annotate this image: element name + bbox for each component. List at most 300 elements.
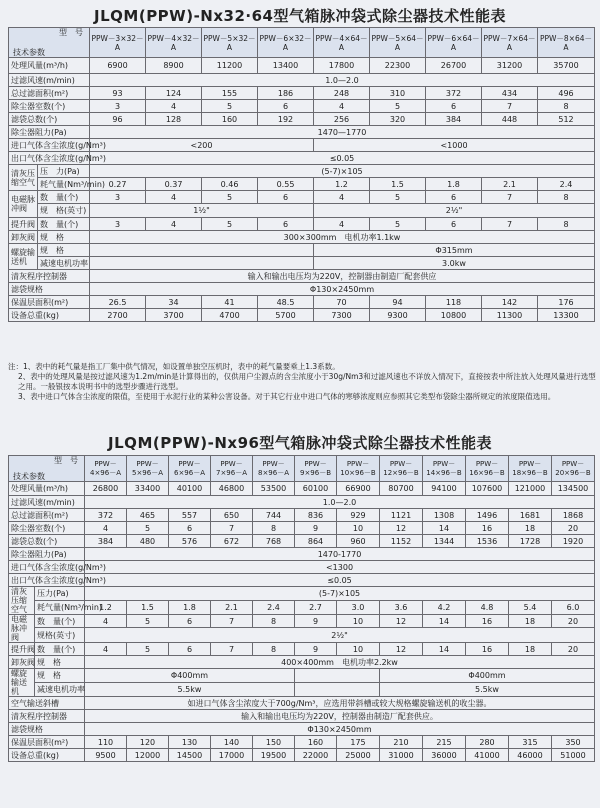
model-header: PPW－4×64－A [314, 28, 370, 58]
span-cell: Φ130×2450mm [85, 723, 595, 736]
cell: 35700 [538, 58, 595, 74]
table-row [9, 601, 595, 615]
cell: 12 [380, 615, 423, 628]
span-cell: 2½" [314, 204, 595, 218]
cell: 33400 [127, 482, 169, 496]
table-row [9, 710, 595, 723]
table-row [9, 482, 595, 496]
row-label: 滤袋规格 [9, 283, 90, 296]
note-2: 2、表中的处理风量是按过滤风速为1.2m/min是计算得出的，仅供用户尘源点的含尘浓度小于30g/Nm3和过滤风速也不详放入情况下，直接按表中所注放入处理风量进行选型之用。一般银按本说明书中的选型步骤进行选型。 [18, 372, 596, 391]
row-label: 设备总重(kg) [9, 749, 85, 762]
empty-cell [295, 683, 380, 697]
cell: 142 [482, 296, 538, 309]
cell: 41000 [466, 749, 509, 762]
cell: 6 [258, 191, 314, 204]
cell: 107600 [466, 482, 509, 496]
span-cell: 如进口气体含尘浓度大于700g/Nm³，应选用带斜槽或较大规格螺旋输送机的收尘器。 [85, 697, 595, 710]
table-row [9, 191, 595, 204]
table-row [9, 58, 595, 74]
cell: 25000 [337, 749, 380, 762]
span-cell: 1.0—2.0 [90, 74, 595, 87]
table-row [9, 535, 595, 548]
table-row [9, 683, 595, 697]
model-header: PPW－6×32－A [258, 28, 314, 58]
table-row [9, 283, 595, 296]
row-label: 除尘器阻力(Pa) [9, 126, 90, 139]
table-row [9, 697, 595, 710]
cell: 310 [370, 87, 426, 100]
row-label: 出口气体含尘浓度(g/Nm³) [9, 152, 90, 165]
cell: 46000 [509, 749, 552, 762]
cell: 34 [146, 296, 202, 309]
cell: 0.55 [258, 178, 314, 191]
span-cell: 1470-1770 [85, 548, 595, 561]
cell: 836 [295, 509, 337, 522]
cell: 160 [295, 736, 337, 749]
cell: 1496 [466, 509, 509, 522]
cell: 51000 [552, 749, 595, 762]
cell: 4700 [202, 309, 258, 322]
cell: 215 [423, 736, 466, 749]
cell: 40100 [169, 482, 211, 496]
table-row [9, 139, 595, 152]
span-cell: (5-7)×105 [85, 587, 595, 601]
cell: 256 [314, 113, 370, 126]
cell: 17000 [211, 749, 253, 762]
cell: 496 [538, 87, 595, 100]
cell: 8 [538, 191, 595, 204]
table-row [9, 669, 595, 683]
cell: 929 [337, 509, 380, 522]
empty-cell [90, 257, 314, 270]
row-label: 规 格(英寸) [38, 204, 90, 218]
cell: 8 [538, 218, 595, 231]
cell: 53500 [253, 482, 295, 496]
model-header: PPW－7×64－A [482, 28, 538, 58]
table-row [9, 74, 595, 87]
cell: 41 [202, 296, 258, 309]
row-label: 数 量(个) [35, 643, 85, 656]
cell: 744 [253, 509, 295, 522]
row-label: 总过滤面积(m²) [9, 87, 90, 100]
cell: 31000 [380, 749, 423, 762]
row-label: 压 力(Pa) [38, 165, 90, 178]
group-label: 卸灰阀 [9, 231, 38, 244]
span-cell: (5-7)×105 [90, 165, 595, 178]
cell: 7 [211, 522, 253, 535]
model-header: PPW－10×96－B [337, 456, 380, 482]
cell: 557 [169, 509, 211, 522]
table-row [9, 113, 595, 126]
cell: 13400 [258, 58, 314, 74]
row-label: 过滤风速(m/min) [9, 74, 90, 87]
row-label: 规 格 [38, 231, 90, 244]
cell: 7300 [314, 309, 370, 322]
span-cell: ≤0.05 [85, 574, 595, 587]
cell: 1152 [380, 535, 423, 548]
model-header: PPW－5×32－A [202, 28, 258, 58]
cell: 4 [85, 615, 127, 628]
span-cell: <200 [90, 139, 314, 152]
cell: 48.5 [258, 296, 314, 309]
cell: 70 [314, 296, 370, 309]
row-label: 耗气量(Nm³/min) [35, 601, 85, 615]
cell: 150 [253, 736, 295, 749]
cell: 22300 [370, 58, 426, 74]
row-label: 规 格 [35, 656, 85, 669]
span-cell: 输入和输出电压均为220V，控制器由制造厂配套供应 [90, 270, 595, 283]
cell: 22000 [295, 749, 337, 762]
cell: 5700 [258, 309, 314, 322]
cell: 118 [426, 296, 482, 309]
table-notes [8, 362, 598, 402]
cell: 8900 [146, 58, 202, 74]
span-cell: Φ315mm [314, 244, 595, 257]
cell: 26800 [85, 482, 127, 496]
cell: 3 [90, 191, 146, 204]
cell: 5 [202, 218, 258, 231]
span-cell: Φ130×2450mm [90, 283, 595, 296]
cell: 960 [337, 535, 380, 548]
cell: 4 [314, 100, 370, 113]
span-cell: <1300 [85, 561, 595, 574]
cell: 14 [423, 643, 466, 656]
cell: 36000 [423, 749, 466, 762]
model-header: PPW－16×96－B [466, 456, 509, 482]
table-row [9, 204, 595, 218]
cell: 4 [146, 100, 202, 113]
cell: 248 [314, 87, 370, 100]
cell: 1344 [423, 535, 466, 548]
cell: 7 [211, 615, 253, 628]
group-label: 清灰压缩空气 [9, 587, 35, 615]
row-label: 规 格 [38, 244, 90, 257]
row-label: 规格(英寸) [35, 628, 85, 643]
cell: 8 [253, 522, 295, 535]
table-row [9, 218, 595, 231]
cell: 4 [314, 218, 370, 231]
cell: 315 [509, 736, 552, 749]
cell: 2.4 [253, 601, 295, 615]
cell: 5 [370, 100, 426, 113]
cell: 6 [169, 643, 211, 656]
span-cell: <1000 [314, 139, 595, 152]
header-diagonal-cell: 型 号 技术参数 [9, 456, 85, 482]
cell: 384 [85, 535, 127, 548]
row-label: 出口气体含尘浓度(g/Nm³) [9, 574, 85, 587]
cell: 6 [169, 522, 211, 535]
spec-table-2 [8, 455, 595, 762]
model-header: PPW－6×64－A [426, 28, 482, 58]
table-row [9, 100, 595, 113]
cell: 864 [295, 535, 337, 548]
cell: 672 [211, 535, 253, 548]
header-diagonal-cell: 型 号 技术参数 [9, 28, 90, 58]
cell: 3 [90, 100, 146, 113]
cell: 7 [482, 100, 538, 113]
cell: 7 [482, 218, 538, 231]
cell: 1121 [380, 509, 423, 522]
cell: 5 [202, 100, 258, 113]
cell: 4.8 [466, 601, 509, 615]
table-row [9, 152, 595, 165]
cell: 9500 [85, 749, 127, 762]
cell: 372 [85, 509, 127, 522]
row-label: 总过滤面积(m²) [9, 509, 85, 522]
cell: 175 [337, 736, 380, 749]
row-label: 数 量(个) [35, 615, 85, 628]
cell: 12 [380, 643, 423, 656]
cell: 1728 [509, 535, 552, 548]
row-label: 清灰程序控制器 [9, 270, 90, 283]
cell: 1536 [466, 535, 509, 548]
cell: 9 [295, 522, 337, 535]
cell: 18 [509, 615, 552, 628]
cell: 120 [127, 736, 169, 749]
cell: 1.8 [169, 601, 211, 615]
group-label: 提升阀 [9, 643, 35, 656]
table-row [9, 749, 595, 762]
model-header: PPW－8×96－A [253, 456, 295, 482]
cell: 5 [370, 191, 426, 204]
table-row [9, 244, 595, 257]
cell: 1.5 [370, 178, 426, 191]
cell: 480 [127, 535, 169, 548]
row-label: 除尘器室数(个) [9, 100, 90, 113]
cell: 17800 [314, 58, 370, 74]
cell: 2700 [90, 309, 146, 322]
group-label: 提升阀 [9, 218, 38, 231]
cell: 19500 [253, 749, 295, 762]
cell: 0.46 [202, 178, 258, 191]
row-label: 空气输送斜槽 [9, 697, 85, 710]
span-cell: 1470—1770 [90, 126, 595, 139]
row-label: 规 格 [35, 669, 85, 683]
cell: 768 [253, 535, 295, 548]
cell: 4 [314, 191, 370, 204]
empty-cell [295, 669, 380, 683]
row-label: 设备总重(kg) [9, 309, 90, 322]
table-row [9, 257, 595, 270]
cell: 31200 [482, 58, 538, 74]
cell: 9 [295, 615, 337, 628]
table-row [9, 270, 595, 283]
row-label: 数 量(个) [38, 218, 90, 231]
cell: 20 [552, 522, 595, 535]
table-row [9, 496, 595, 509]
table-row [9, 87, 595, 100]
cell: 448 [482, 113, 538, 126]
row-label: 除尘器室数(个) [9, 522, 85, 535]
model-header: PPW－12×96－B [380, 456, 423, 482]
cell: 1308 [423, 509, 466, 522]
cell: 176 [538, 296, 595, 309]
cell: 7 [211, 643, 253, 656]
cell: 5 [127, 522, 169, 535]
group-label: 清灰压缩空气 [9, 165, 38, 191]
cell: 1.8 [426, 178, 482, 191]
cell: 1.2 [85, 601, 127, 615]
cell: 1.5 [127, 601, 169, 615]
cell: 6 [426, 100, 482, 113]
cell: 192 [258, 113, 314, 126]
span-cell: 300×300mm 电机功率1.1kw [90, 231, 595, 244]
row-label: 清灰程序控制器 [9, 710, 85, 723]
cell: 6.0 [552, 601, 595, 615]
span-cell: ≤0.05 [90, 152, 595, 165]
group-label: 螺旋输送机 [9, 669, 35, 697]
row-label: 处理风量(m³/h) [9, 58, 90, 74]
model-header: PPW－5×64－A [370, 28, 426, 58]
cell: 350 [552, 736, 595, 749]
cell: 9 [295, 643, 337, 656]
cell: 66900 [337, 482, 380, 496]
cell: 5 [370, 218, 426, 231]
model-header: PPW－4×96－A [85, 456, 127, 482]
cell: 18 [509, 522, 552, 535]
cell: 5 [202, 191, 258, 204]
cell: 160 [202, 113, 258, 126]
table-row [9, 231, 595, 244]
note-3: 3、表中进口气体含尘浓度的限值，至使用于水泥行业的某种公害设备。对于其它行业中进口气体的寒够浓度则应参照其它类型布袋除尘器所规定的浓度限值选用。 [18, 392, 556, 401]
table-row [9, 723, 595, 736]
cell: 1681 [509, 509, 552, 522]
cell: 12 [380, 522, 423, 535]
cell: 60100 [295, 482, 337, 496]
table-row [9, 309, 595, 322]
cell: 3.6 [380, 601, 423, 615]
cell: 130 [169, 736, 211, 749]
cell: 280 [466, 736, 509, 749]
cell: 10 [337, 643, 380, 656]
span-cell: 400×400mm 电机功率2.2kw [85, 656, 595, 669]
cell: 20 [552, 643, 595, 656]
cell: 384 [426, 113, 482, 126]
table-header-row [9, 28, 595, 58]
row-label: 过滤风速(m/min) [9, 496, 85, 509]
cell: 0.27 [90, 178, 146, 191]
table2-title: JLQM(PPW)-Nx96型气箱脉冲袋式除尘器技术性能表 [108, 434, 492, 452]
cell: 320 [370, 113, 426, 126]
cell: 8 [253, 615, 295, 628]
row-label: 除尘器阻力(Pa) [9, 548, 85, 561]
cell: 10800 [426, 309, 482, 322]
table-row [9, 296, 595, 309]
row-label: 进口气体含尘浓度(g/Nm³) [9, 561, 85, 574]
cell: 94 [370, 296, 426, 309]
cell: 4.2 [423, 601, 466, 615]
cell: 1920 [552, 535, 595, 548]
cell: 93 [90, 87, 146, 100]
cell: 18 [509, 643, 552, 656]
model-header: PPW－7×96－A [211, 456, 253, 482]
cell: 0.37 [146, 178, 202, 191]
table1-title: JLQM(PPW)-Nx32·64型气箱脉冲袋式除尘器技术性能表 [94, 7, 506, 25]
cell: 134500 [552, 482, 595, 496]
span-cell: 1½" [90, 204, 314, 218]
table-row [9, 178, 595, 191]
cell: 465 [127, 509, 169, 522]
cell: 128 [146, 113, 202, 126]
cell: 16 [466, 522, 509, 535]
cell: 576 [169, 535, 211, 548]
span-cell: 2½" [85, 628, 595, 643]
cell: 11200 [202, 58, 258, 74]
span-cell: 5.5kw [380, 683, 595, 697]
model-header: PPW－9×96－B [295, 456, 337, 482]
span-cell: 输入和输出电压均为220V，控制器由制造厂配套供应。 [85, 710, 595, 723]
cell: 4 [85, 522, 127, 535]
cell: 14500 [169, 749, 211, 762]
cell: 6 [169, 615, 211, 628]
model-header: PPW－6×96－A [169, 456, 211, 482]
table-row [9, 548, 595, 561]
cell: 5 [127, 643, 169, 656]
model-header: PPW－18×96－B [509, 456, 552, 482]
cell: 6900 [90, 58, 146, 74]
cell: 121000 [509, 482, 552, 496]
row-label: 数 量(个) [38, 191, 90, 204]
cell: 2.7 [295, 601, 337, 615]
cell: 26700 [426, 58, 482, 74]
row-label: 减速电机功率 [38, 257, 90, 270]
cell: 1.2 [314, 178, 370, 191]
cell: 512 [538, 113, 595, 126]
model-header: PPW－3×32－A [90, 28, 146, 58]
table-header-row [9, 456, 595, 482]
row-label: 耗气量(Nm³/min) [38, 178, 90, 191]
row-label: 进口气体含尘浓度(g/Nm³) [9, 139, 90, 152]
cell: 94100 [423, 482, 466, 496]
table-row [9, 615, 595, 628]
group-label: 电磁脉冲阀 [9, 615, 35, 643]
table-row [9, 587, 595, 601]
table-row [9, 126, 595, 139]
cell: 124 [146, 87, 202, 100]
cell: 3.0 [337, 601, 380, 615]
cell: 7 [482, 191, 538, 204]
cell: 2.1 [211, 601, 253, 615]
cell: 186 [258, 87, 314, 100]
row-label: 滤袋规格 [9, 723, 85, 736]
cell: 372 [426, 87, 482, 100]
cell: 5 [127, 615, 169, 628]
cell: 20 [552, 615, 595, 628]
table-row [9, 509, 595, 522]
cell: 16 [466, 615, 509, 628]
table-row [9, 522, 595, 535]
row-label: 滤袋总数(个) [9, 113, 90, 126]
row-label: 保温层面积(m²) [9, 736, 85, 749]
cell: 46800 [211, 482, 253, 496]
span-cell: 3.0kw [314, 257, 595, 270]
cell: 4 [85, 643, 127, 656]
span-cell: 5.5kw [85, 683, 295, 697]
table-row [9, 643, 595, 656]
row-label: 减速电机功率 [35, 683, 85, 697]
cell: 110 [85, 736, 127, 749]
cell: 1868 [552, 509, 595, 522]
note-1: 注：1、表中的耗气量是指工厂集中供气情况，如设置单独空压机时，表中的耗气量要乘上1.3系数。 [8, 362, 340, 371]
row-label: 滤袋总数(个) [9, 535, 85, 548]
row-label: 处理风量(m³/h) [9, 482, 85, 496]
cell: 6 [426, 218, 482, 231]
cell: 434 [482, 87, 538, 100]
cell: 6 [426, 191, 482, 204]
table-row [9, 561, 595, 574]
cell: 4 [146, 218, 202, 231]
group-label: 螺旋输送机 [9, 244, 38, 270]
